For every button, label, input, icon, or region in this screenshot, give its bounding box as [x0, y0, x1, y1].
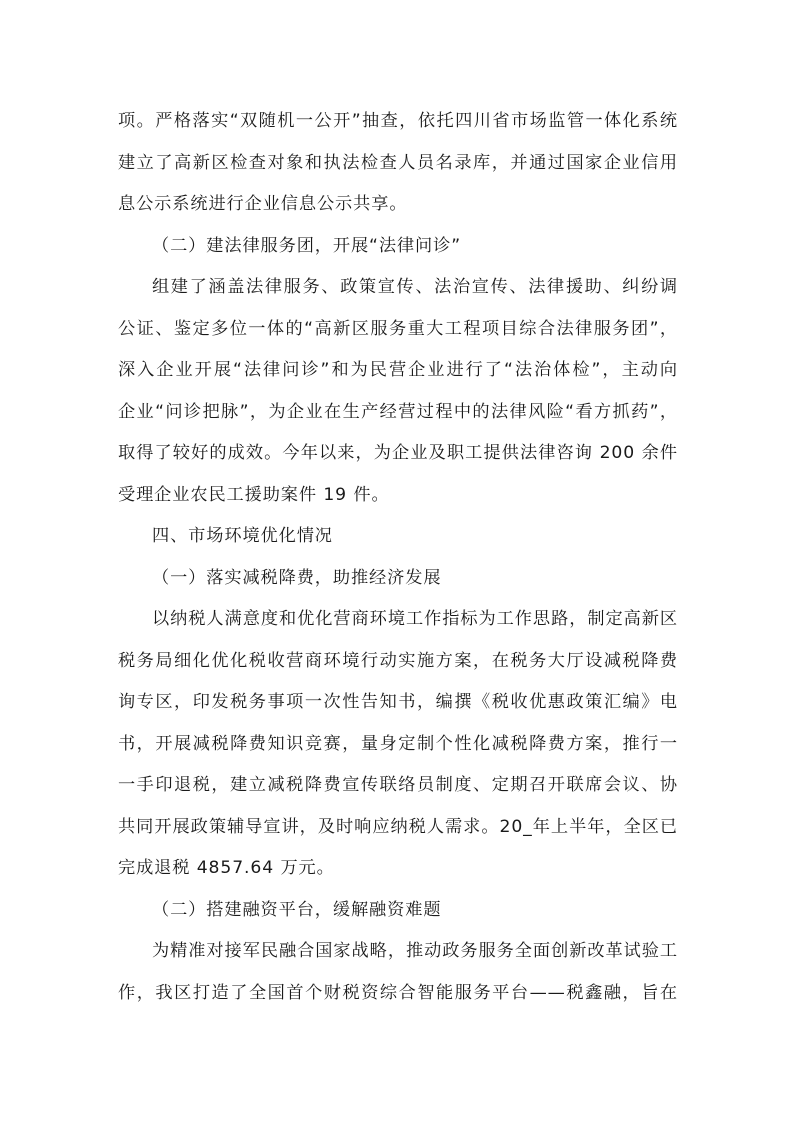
paragraph-line: 组建了涵盖法律服务、政策宣传、法治宣传、法律援助、纠纷调 — [152, 277, 678, 297]
document-body — [118, 101, 678, 1014]
paragraph-line: 完成退税 4857.64 万元。 — [118, 858, 335, 878]
paragraph-line: 受理企业农民工援助案件 19 件。 — [118, 484, 390, 505]
subsection-heading: （二）搭建融资平台，缓解融资难题 — [152, 899, 442, 920]
paragraph-line: 作，我区打造了全国首个财税资综合智能服务平台——税鑫融，旨在 — [118, 982, 678, 1003]
paragraph-line: 一手印退税，建立减税降费宣传联络员制度、定期召开联席会议、协 — [118, 775, 678, 795]
subsection-heading: （一）落实减税降费，助推经济发展 — [152, 567, 442, 588]
paragraph-line: 项。严格落实“双随机一公开”抽查，依托四川省市场监管一体化系统 — [118, 111, 678, 131]
paragraph-line: 建立了高新区检查对象和执法检查人员名录库，并通过国家企业信用 — [118, 152, 678, 173]
paragraph-line: 税务局细化优化税收营商环境行动实施方案，在税务大厅设减税降费 — [118, 650, 678, 671]
paragraph-line: 息公示系统进行企业信息公示共享。 — [118, 194, 408, 214]
paragraph-line: 企业“问诊把脉”，为企业在生产经营过程中的法律风险“看方抓药”， — [118, 401, 678, 422]
paragraph-line: 取得了较好的成效。今年以来，为企业及职工提供法律咨询 200 余件 — [118, 443, 678, 463]
subsection-heading: （二）建法律服务团，开展“法律问诊” — [152, 235, 462, 256]
paragraph-line: 为精准对接军民融合国家战略，推动政务服务全面创新改革试验工 — [152, 941, 678, 961]
paragraph-line: 以纳税人满意度和优化营商环境工作指标为工作思路，制定高新区 — [152, 609, 678, 629]
paragraph-line: 共同开展政策辅导宣讲，及时响应纳税人需求。20_年上半年，全区已 — [118, 816, 678, 837]
section-heading: 四、市场环境优化情况 — [152, 526, 333, 546]
paragraph-line: 书，开展减税降费知识竞赛，量身定制个性化减税降费方案，推行一 — [118, 733, 678, 754]
paragraph-line: 询专区，印发税务事项一次性告知书，编撰《税收优惠政策汇编》电 — [118, 692, 678, 712]
paragraph-line: 公证、鉴定多位一体的“高新区服务重大工程项目综合法律服务团”， — [118, 318, 678, 339]
paragraph-line: 深入企业开展“法律问诊”和为民营企业进行了“法治体检”，主动向 — [118, 360, 678, 380]
